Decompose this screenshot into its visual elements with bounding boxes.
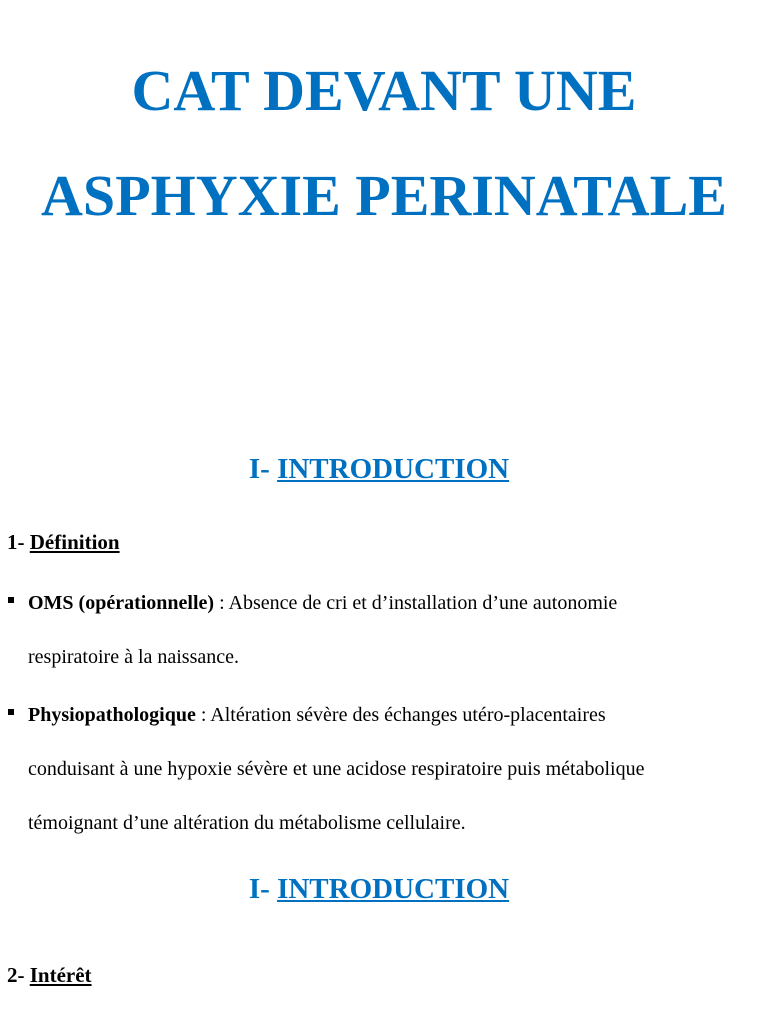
subheading-label: Définition bbox=[29, 530, 120, 554]
square-bullet-icon bbox=[8, 709, 14, 715]
bullet-physio-line-2: conduisant à une hypoxie sévère et une acidose respiratoire puis métabolique bbox=[28, 758, 645, 780]
subheading-interet bbox=[7, 965, 92, 986]
bullet-text: : Altération sévère des échanges utéro-placentaires bbox=[195, 704, 606, 726]
bullet-term-oms: OMS (opérationnelle) bbox=[28, 592, 215, 614]
subheading-number: 1- bbox=[7, 530, 30, 554]
document-title-line-2: ASPHYXIE PERINATALE bbox=[41, 163, 727, 228]
subheading-definition bbox=[7, 532, 120, 553]
section-heading-prefix: I- bbox=[248, 453, 278, 485]
bullet-oms-line-2: respiratoire à la naissance. bbox=[28, 646, 240, 668]
section-heading-label: INTRODUCTION bbox=[277, 873, 510, 905]
bullet-oms-line-1 bbox=[28, 593, 617, 613]
bullet-term-physiopathologique: Physiopathologique bbox=[28, 704, 196, 726]
subheading-label: Intérêt bbox=[29, 963, 92, 987]
section-heading-label: INTRODUCTION bbox=[277, 453, 510, 485]
document-title-line-1: CAT DEVANT UNE bbox=[131, 58, 637, 123]
bullet-physio-line-1 bbox=[28, 705, 606, 725]
bullet-physio-line-3: témoignant d’une altération du métabolisme cellulaire. bbox=[28, 812, 466, 834]
section-heading-prefix: I- bbox=[248, 873, 278, 905]
section-heading-introduction bbox=[0, 455, 758, 484]
subheading-number: 2- bbox=[7, 963, 30, 987]
section-heading-introduction-2 bbox=[0, 875, 758, 904]
square-bullet-icon bbox=[8, 597, 14, 603]
bullet-text: : Absence de cri et d’installation d’une autonomie bbox=[214, 592, 618, 614]
